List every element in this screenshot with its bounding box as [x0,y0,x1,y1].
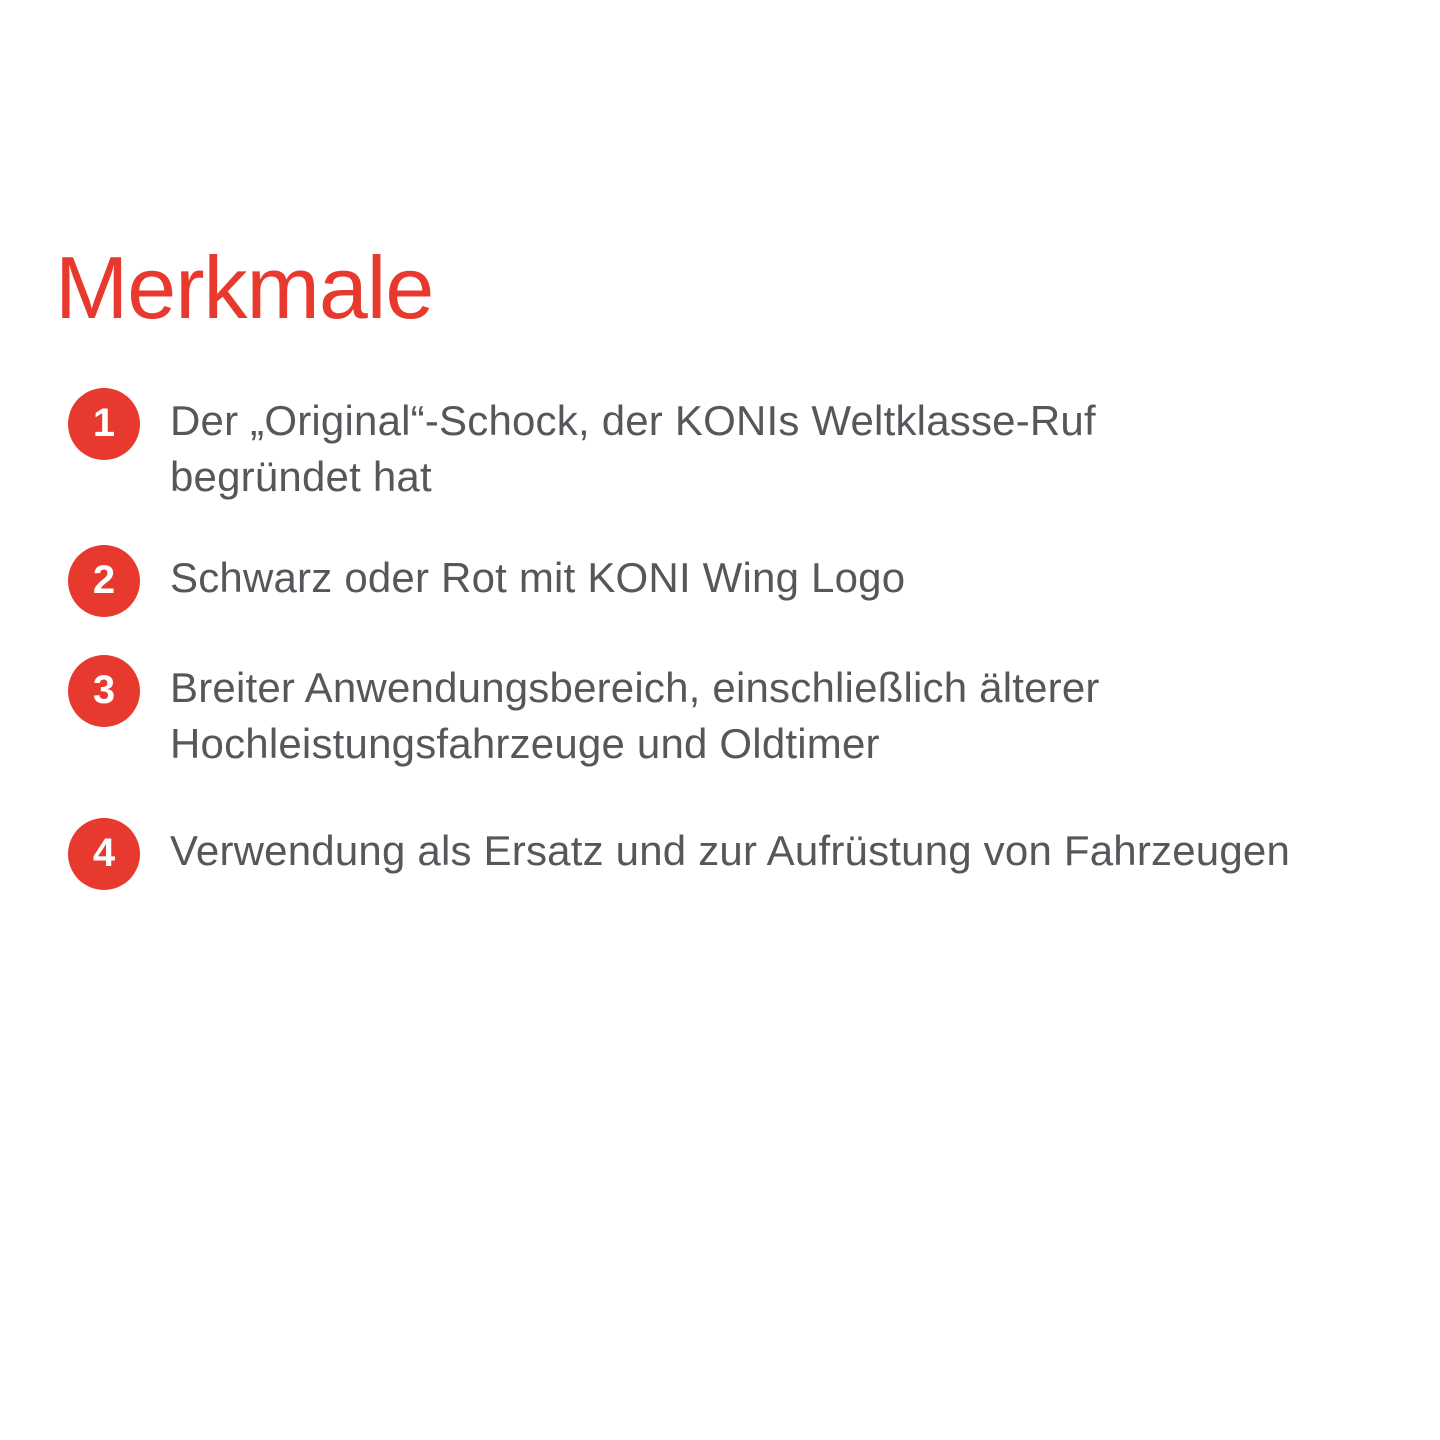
feature-item-2 [0,545,1440,617]
badge-number-label: 2 [92,558,116,602]
feature-line: Verwendung als Ersatz und zur Aufrüstung von Fahrzeugen [170,827,1291,874]
feature-line: Breiter Anwendungsbereich, einschließlich älterer [170,664,1100,711]
number-badge-2 [68,545,140,617]
number-badge-4 [68,818,140,890]
feature-list [0,388,1440,890]
number-badge-3 [68,655,140,727]
page-title: Merkmale [55,238,434,337]
feature-text-3 [170,660,1100,772]
badge-number-label: 1 [92,401,116,445]
feature-line: begründet hat [170,453,432,500]
feature-text-4 [170,823,1290,879]
feature-item-3 [0,655,1440,772]
feature-line: Hochleistungsfahrzeuge und Oldtimer [170,720,880,767]
feature-item-4 [0,818,1440,890]
feature-line: Schwarz oder Rot mit KONI Wing Logo [170,554,906,601]
feature-text-1 [170,393,1096,505]
badge-number-label: 3 [92,668,116,712]
feature-line: Der „Original“-Schock, der KONIs Weltklasse-Ruf [170,397,1096,444]
feature-text-2 [170,550,905,606]
feature-item-1 [0,388,1440,505]
number-badge-1 [68,388,140,460]
badge-number-label: 4 [92,831,116,875]
